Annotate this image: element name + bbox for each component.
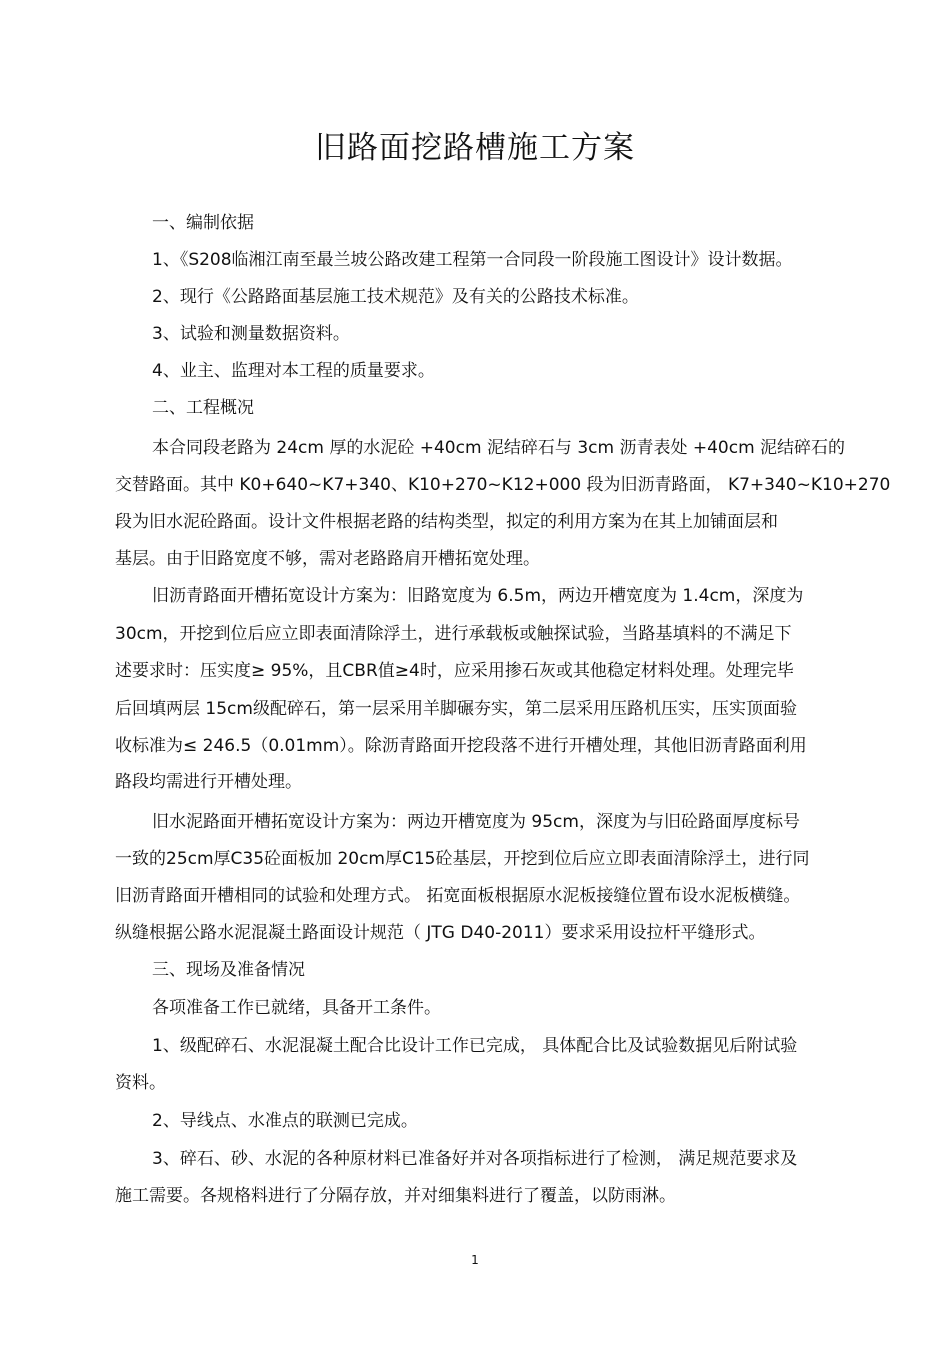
concrete-plan-text-line: 一致的25cm厚C35砼面板加 20cm厚C15砼基层，开挖到位后应立即表面清除浮土，进行同 (115, 849, 810, 869)
overview-text-line: 基层。由于旧路宽度不够，需对老路路肩开槽拓宽处理。 (115, 549, 540, 569)
overview-text-line: 段为旧水泥砼路面。设计文件根据老路的结构类型，拟定的利用方案为在其上加铺面层和 (115, 512, 778, 532)
preparation-item-1: 1、级配碎石、水泥混凝土配合比设计工作已完成， 具体配合比及试验数据见后附试验 (152, 1036, 798, 1056)
preparation-text-line: 各项准备工作已就绪，具备开工条件。 (152, 998, 441, 1018)
concrete-plan-text-line: 旧沥青路面开槽相同的试验和处理方式。 拓宽面板根据原水泥板接缝位置布设水泥板横缝。 (115, 886, 801, 906)
preparation-item-2: 2、导线点、水准点的联测已完成。 (152, 1111, 418, 1131)
preparation-item-3-cont: 施工需要。各规格料进行了分隔存放，并对细集料进行了覆盖，以防雨淋。 (115, 1186, 676, 1206)
asphalt-plan-text-line: 30cm，开挖到位后应立即表面清除浮土，进行承载板或触探试验，当路基填料的不满足下 (115, 624, 792, 644)
basis-item-4: 4、业主、监理对本工程的质量要求。 (152, 361, 435, 381)
concrete-plan-text-line: 旧水泥路面开槽拓宽设计方案为：两边开槽宽度为 95cm，深度为与旧砼路面厚度标号 (152, 812, 800, 832)
overview-text-line: 本合同段老路为 24cm 厚的水泥砼 +40cm 泥结碎石与 3cm 沥青表处 +40cm 泥结碎石的 (152, 438, 846, 458)
asphalt-plan-text-line: 收标准为≤ 246.5（0.01mm）。除沥青路面开挖段落不进行开槽处理，其他旧沥青路面利用 (115, 736, 807, 756)
preparation-item-3: 3、碎石、砂、水泥的各种原材料已准备好并对各项指标进行了检测， 满足规范要求及 (152, 1149, 798, 1169)
page-number: 1 (471, 1253, 479, 1267)
preparation-item-1-cont: 资料。 (115, 1073, 166, 1093)
basis-item-3: 3、试验和测量数据资料。 (152, 324, 350, 344)
basis-item-2: 2、现行《公路路面基层施工技术规范》及有关的公路技术标准。 (152, 287, 639, 307)
concrete-plan-text-line: 纵缝根据公路水泥混凝土路面设计规范（ JTG D40-2011）要求采用设拉杆平缝形式。 (115, 923, 766, 943)
asphalt-plan-text-line: 后回填两层 15cm级配碎石，第一层采用羊脚碾夯实，第二层采用压路机压实，压实顶面验 (115, 699, 797, 719)
section-heading-basis: 一、编制依据 (152, 213, 254, 233)
asphalt-plan-text-line: 述要求时：压实度≥ 95%，且CBR值≥4时，应采用掺石灰或其他稳定材料处理。处理完毕 (115, 661, 794, 681)
basis-item-1: 1、《S208临湘江南至最兰坡公路改建工程第一合同段一阶段施工图设计》设计数据。 (152, 250, 793, 270)
asphalt-plan-text-line: 旧沥青路面开槽拓宽设计方案为：旧路宽度为 6.5m，两边开槽宽度为 1.4cm，深度为 (152, 586, 804, 606)
page-title: 旧路面挖路槽施工方案 (315, 130, 635, 166)
section-heading-overview: 二、工程概况 (152, 398, 254, 418)
asphalt-plan-text-line: 路段均需进行开槽处理。 (115, 772, 302, 792)
overview-text-line: 交替路面。其中 K0+640~K7+340、K10+270~K12+000 段为旧沥青路面， K7+340~K10+270 (115, 475, 891, 495)
section-heading-preparation: 三、现场及准备情况 (152, 960, 305, 980)
